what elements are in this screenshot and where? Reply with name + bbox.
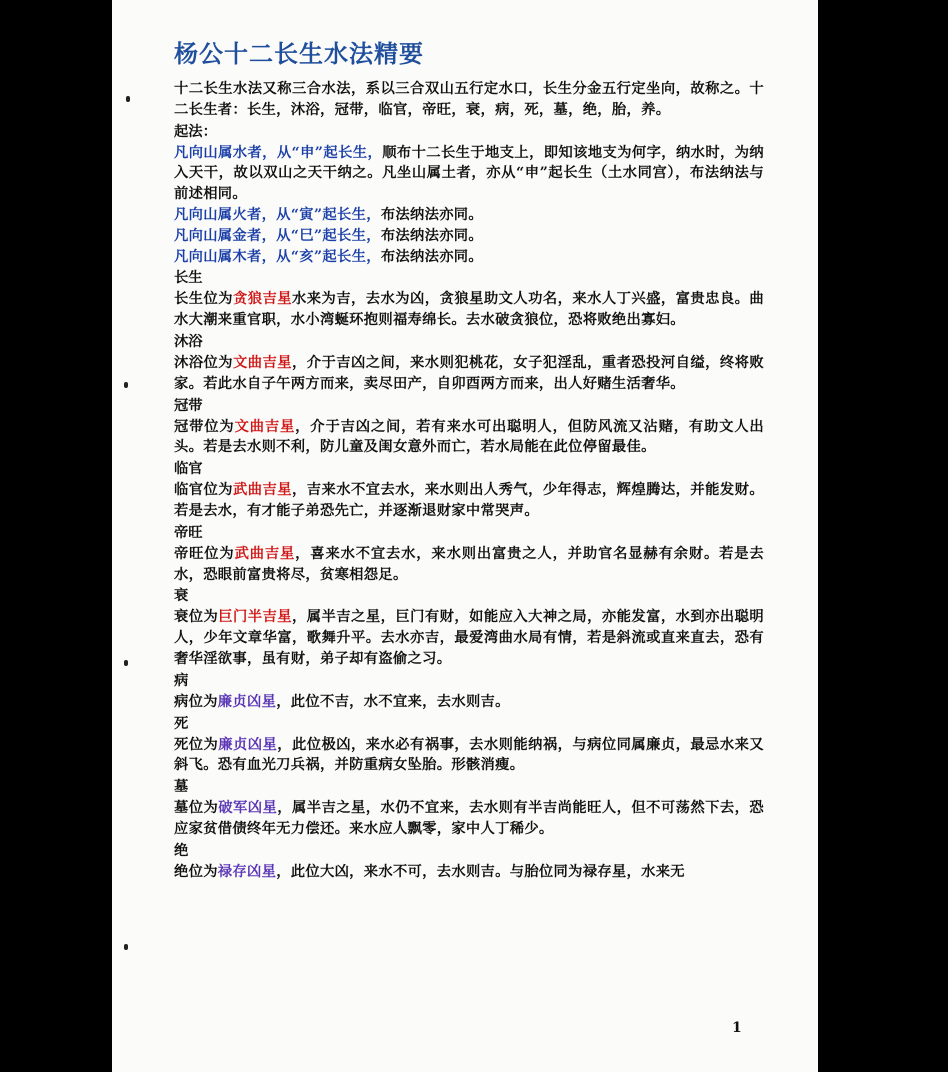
section-text: [174, 480, 764, 522]
section-linguan: [174, 458, 764, 522]
qifa-line-1-highlight: 凡向山属水者，从“申”起长生，: [174, 144, 383, 161]
qifa-line-3-highlight: 凡向山属金者，从“巳”起长生，: [174, 227, 381, 244]
section-text: [174, 798, 764, 840]
star-name: 破军凶星: [218, 800, 278, 817]
section-body: ，属半吉之星，巨门有财，如能应入大神之局，亦能发富，水到亦出聪明人，少年文章华富，歌舞升平。去水亦吉，最爱湾曲水局有情，若是斜流或直来直去，恐有奢华淫欲事，虽有财，弟子却有盗偷之习。: [174, 609, 764, 667]
qifa-line-3: [174, 226, 764, 247]
scan-mark: [124, 660, 128, 666]
section-si: [174, 713, 764, 777]
page-content: [174, 34, 764, 883]
section-diwang: [174, 522, 764, 586]
section-text: [174, 289, 764, 331]
scan-mark: [124, 382, 128, 388]
qifa-line-4-highlight: 凡向山属木者，从“亥”起长生，: [174, 248, 381, 265]
section-text: [174, 417, 764, 459]
section-prefix: 衰位为: [174, 609, 219, 626]
star-name: 武曲吉星: [233, 482, 293, 499]
section-body: ，喜来水不宜去水，来水则出富贵之人，并助官名显赫有余财。若是去水，恐眼前富贵将尽，贫寒相怨足。: [174, 545, 765, 583]
section-list: [174, 267, 764, 882]
section-jue: [174, 840, 764, 883]
qifa-heading: 起法：: [174, 123, 217, 140]
section-prefix: 绝位为: [174, 863, 218, 880]
qifa-line-1: [174, 143, 764, 205]
star-name: 廉贞凶星: [218, 736, 278, 753]
section-heading: 衰: [174, 588, 189, 605]
qifa-line-2: [174, 205, 764, 226]
section-heading: 死: [174, 715, 189, 732]
section-body: ，介于吉凶之间，若有来水可出聪明人，但防风流又沾赌，有助文人出头。若是去水则不利，防儿童及闺女意外而亡，若水局能在此位停留最佳。: [174, 418, 765, 456]
star-name: 巨门半吉星: [218, 609, 293, 626]
star-name: 贪狼吉星: [233, 291, 293, 308]
section-muyu: [174, 331, 764, 395]
section-heading: 帝旺: [174, 524, 203, 541]
section-heading: 长生: [174, 270, 203, 287]
qifa-line-3-text: 布法纳法亦同。: [380, 227, 483, 244]
section-prefix: 帝旺位为: [174, 545, 235, 562]
document-page: [112, 0, 818, 1072]
section-heading: 墓: [174, 779, 189, 796]
scan-mark: [124, 944, 128, 950]
section-body: ，吉来水不宜去水，来水则出人秀气，少年得志，辉煌腾达，并能发财。若是去水，有才能子弟恐先亡，并逐渐退财家中常哭声。: [174, 482, 764, 519]
section-text: [174, 735, 764, 777]
section-text: [174, 692, 764, 713]
section-text: [174, 862, 764, 883]
section-heading: 绝: [174, 842, 189, 859]
qifa-line-1-text: 顺布十二长生于地支上，即知该地支为何字，纳水时，为纳入天干，故以双山之天干纳之。凡坐山属土者，亦从“申”起长生（土水同宫），布法纳法与前述相同。: [174, 144, 764, 203]
section-prefix: 临官位为: [174, 482, 234, 499]
section-body: ，此位极凶，来水必有祸事，去水则能纳祸，与病位同属廉贞，最忌水来又斜飞。恐有血光刀兵祸，并防重病女坠胎。形骸消瘦。: [174, 736, 764, 774]
qifa-line-4-text: 布法纳法亦同。: [380, 248, 483, 265]
section-text: [174, 544, 764, 586]
intro-paragraph: 十二长生水法又称三合水法，系以三合双山五行定水口，长生分金五行定坐向，故称之。十二长生者：长生，沐浴，冠带，临官，帝旺，衰，病，死，墓，绝，胎，养。: [174, 81, 764, 118]
section-mu: [174, 776, 764, 840]
section-body: ，属半吉之星，水仍不宜来，去水则有半吉尚能旺人，但不可荡然下去，恐应家贫借债终年无力偿还。来水应人飘零，家中人丁稀少。: [174, 800, 764, 837]
section-body: ，此位不吉，水不宜来，去水则吉。: [276, 693, 510, 710]
star-name: 文曲吉星: [234, 418, 296, 435]
section-heading: 临官: [174, 461, 203, 478]
section-prefix: 沐浴位为: [174, 354, 234, 371]
section-text: [174, 353, 764, 395]
section-heading: 冠带: [174, 397, 203, 414]
star-name: 禄存凶星: [217, 863, 277, 880]
section-body: ，此位大凶，来水不可，去水则吉。与胎位同为禄存星，水来无: [276, 863, 685, 880]
section-text: [174, 607, 764, 669]
section-prefix: 病位为: [174, 693, 218, 710]
section-body: ，介于吉凶之间，来水则犯桃花，女子犯淫乱，重者恐投河自缢，终将败家。若此水自子午两方而来，卖尽田产，自卯酉两方而来，出人好赌生活奢华。: [174, 354, 764, 392]
section-prefix: 死位为: [174, 736, 219, 753]
section-prefix: 冠带位为: [174, 418, 235, 435]
section-prefix: 长生位为: [174, 291, 234, 308]
section-guandai: [174, 395, 764, 459]
section-prefix: 墓位为: [174, 800, 219, 817]
page-number: 1: [732, 1020, 742, 1036]
section-body: 水来为吉，去水为凶，贪狼星助文人功名，来水人丁兴盛，富贵忠良。曲水大潮来重官职，水小湾蜒环抱则福寿绵长。去水破贪狼位，恐将败绝出寡妇。: [174, 291, 764, 329]
star-name: 文曲吉星: [233, 354, 293, 371]
section-heading: 病: [174, 672, 189, 689]
qifa-line-2-text: 布法纳法亦同。: [380, 206, 483, 223]
star-name: 武曲吉星: [234, 545, 296, 562]
qifa-line-4: [174, 247, 764, 268]
star-name: 廉贞凶星: [217, 693, 277, 710]
section-shuai: [174, 585, 764, 669]
section-changsheng: [174, 267, 764, 331]
section-heading: 沐浴: [174, 333, 203, 350]
page-title: 杨公十二长生水法精要: [174, 40, 424, 68]
section-bing: [174, 670, 764, 713]
qifa-line-2-highlight: 凡向山属火者，从“寅”起长生，: [174, 206, 381, 223]
scan-mark: [126, 96, 130, 102]
